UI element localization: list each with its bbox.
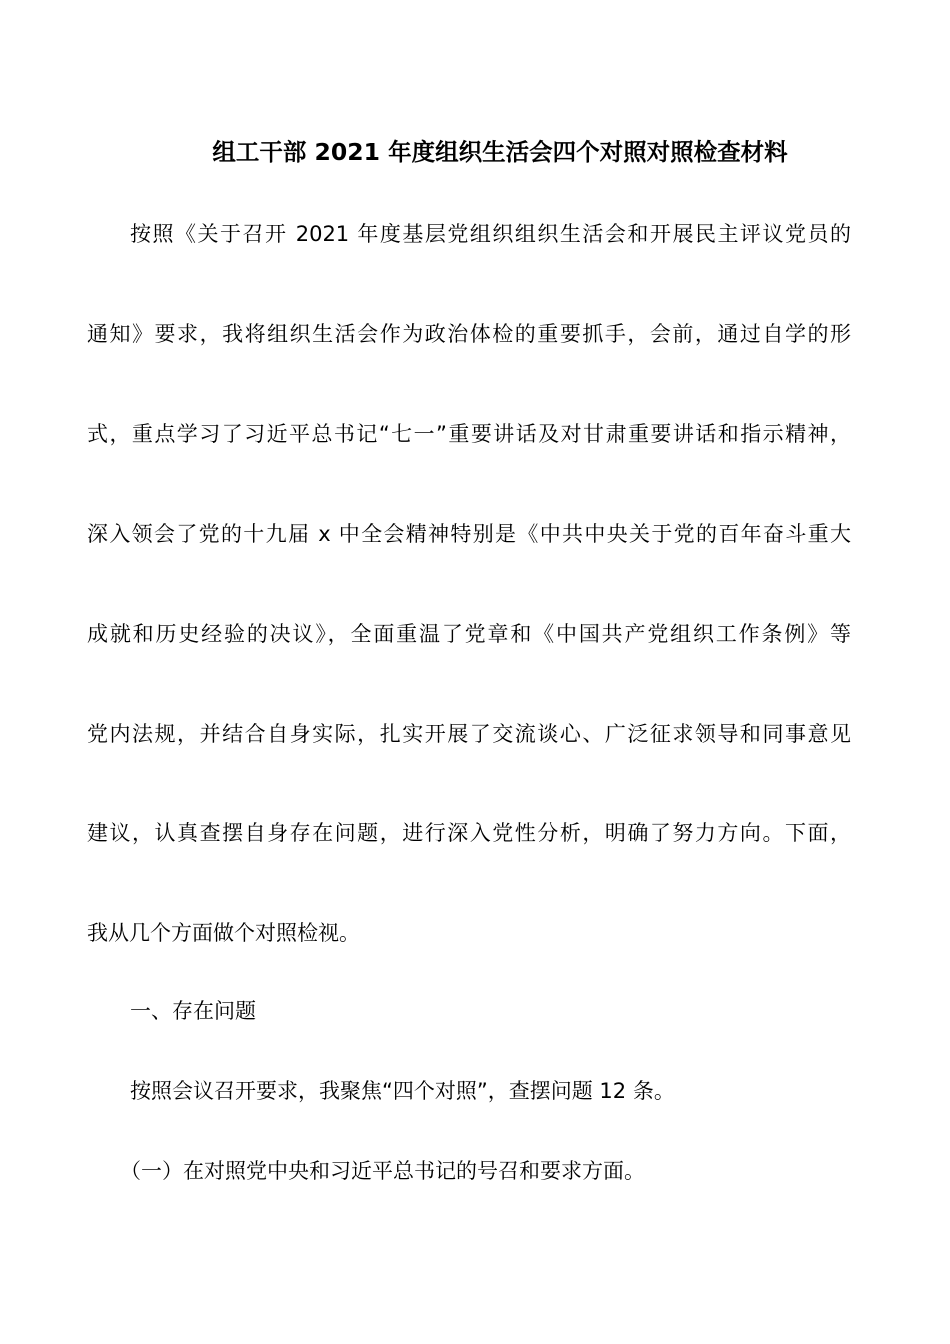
- subsection-heading: （一）在对照党中央和习近平总书记的号召和要求方面。: [120, 1159, 645, 1183]
- paragraph-line: 建议，认真查摆自身存在问题，进行深入党性分析，明确了努力方向。下面，: [87, 821, 851, 845]
- paragraph-line: 成就和历史经验的决议》，全面重温了党章和《中国共产党组织工作条例》等: [87, 622, 851, 646]
- paragraph-line: 党内法规，并结合自身实际，扎实开展了交流谈心、广泛征求领导和同事意见: [87, 722, 851, 746]
- paragraph-line: 按照《关于召开 2021 年度基层党组织组织生活会和开展民主评议党员的: [130, 222, 851, 246]
- paragraph-line: 式，重点学习了习近平总书记“七一”重要讲话及对甘肃重要讲话和指示精神，: [87, 422, 851, 446]
- section-heading: 一、存在问题: [130, 999, 256, 1023]
- paragraph-line: 我从几个方面做个对照检视。: [87, 921, 360, 945]
- paragraph-line: 深入领会了党的十九届 x 中全会精神特别是《中共中央关于党的百年奋斗重大: [87, 522, 851, 546]
- section-intro: 按照会议召开要求，我聚焦“四个对照”，查摆问题 12 条。: [130, 1079, 675, 1103]
- document-title: 组工干部 2021 年度组织生活会四个对照对照检查材料: [212, 138, 788, 166]
- paragraph-line: 通知》要求，我将组织生活会作为政治体检的重要抓手，会前，通过自学的形: [87, 322, 851, 346]
